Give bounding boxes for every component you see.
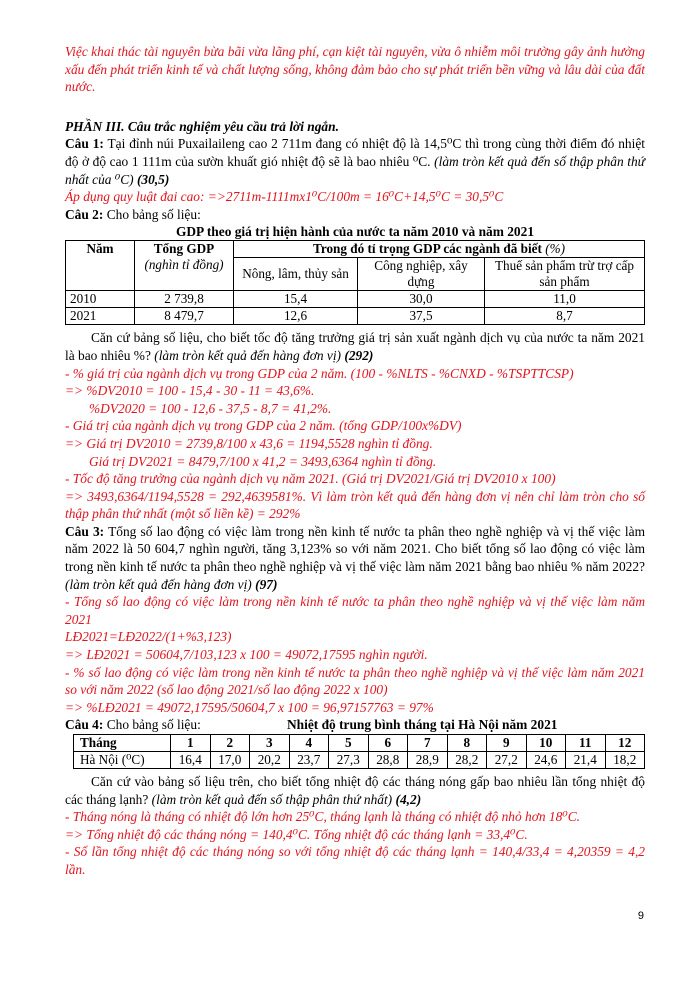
cell-total: 8 479,7 [135, 308, 234, 325]
temperature-table [73, 734, 645, 769]
month-cell: 12 [605, 735, 645, 752]
q2-note: (làm tròn kết quả đến hàng đơn vị) [154, 347, 342, 363]
q1-answer: (30,5) [136, 171, 170, 187]
document-page [65, 43, 645, 879]
row-head-month: Tháng [74, 735, 171, 752]
q3-sol-5: => %LĐ2021 = 49072,17595/50604,7 x 100 = 96,97157763 = 97% [65, 699, 434, 715]
q4-intro: Cho bảng số liệu: [106, 717, 201, 733]
q3-question [65, 523, 645, 593]
th-total [135, 241, 234, 291]
q2-question [65, 329, 645, 364]
th-total-unit: (nghìn tỉ đồng) [144, 257, 224, 273]
q3-sol-1: - Tổng số lao động có việc làm trong nền kinh tế nước ta phân theo nghề nghiệp và vị thế việc làm năm 2021 [65, 594, 645, 627]
month-cell: 4 [289, 735, 329, 752]
q4-sol-1: - Tháng nóng là tháng có nhiệt độ lớn hơn 25⁰C, tháng lạnh là tháng có nhiệt độ nhỏ hơn 18⁰C. [65, 809, 580, 825]
q2-sol-8: => 3493,6364/1194,5528 = 292,4639581%. Vì làm tròn kết quả đến hàng đơn vị nên chỉ làm tròn cho số thập phân thứ nhất (một số liền kề) = 292% [65, 488, 645, 522]
q4-note: (làm tròn kết quả đến số thập phân thứ nhất) [151, 791, 393, 807]
temp-cell: 27,2 [487, 752, 527, 769]
q4-table-title: Nhiệt độ trung bình tháng tại Hà Nội năm 2021 [287, 717, 558, 733]
temp-cell: 20,2 [250, 752, 290, 769]
q2-table-title: GDP theo giá trị hiện hành của nước ta năm 2010 và năm 2021 [175, 224, 535, 240]
temp-cell: 16,4 [171, 752, 211, 769]
q2-sol-3: %DV2020 = 100 - 12,6 - 37,5 - 8,7 = 41,2%. [89, 400, 332, 416]
q1-label: Câu 1: [65, 136, 104, 152]
month-cell: 11 [566, 735, 606, 752]
month-cell: 2 [210, 735, 250, 752]
month-cell: 3 [250, 735, 290, 752]
th-industry: Công nghiệp, xây dựng [358, 258, 485, 291]
month-cell: 9 [487, 735, 527, 752]
q4-sol-2: => Tổng nhiệt độ các tháng nóng = 140,4⁰C. Tổng nhiệt độ các tháng lạnh = 33,4⁰C. [65, 826, 528, 842]
table-row [66, 308, 645, 325]
temp-cell: 28,8 [368, 752, 408, 769]
q2-sol-2: => %DV2010 = 100 - 15,4 - 30 - 11 = 43,6%. [65, 383, 315, 399]
temp-cell: 24,6 [526, 752, 566, 769]
month-cell: 7 [408, 735, 448, 752]
cell-year: 2021 [66, 308, 135, 325]
q3-sol-2: LĐ2021=LĐ2022/(1+%3,123) [65, 629, 232, 645]
th-group-unit: (%) [545, 241, 565, 257]
q3-label: Câu 3: [65, 523, 105, 539]
q2-answer: (292) [344, 347, 374, 363]
th-year: Năm [66, 241, 135, 291]
th-total-label: Tổng GDP [153, 241, 215, 257]
cell-agri: 12,6 [234, 308, 358, 325]
q2-sol-6: Giá trị DV2021 = 8479,7/100 x 41,2 = 3493,6364 nghìn tỉ đồng. [89, 453, 437, 469]
month-cell: 6 [368, 735, 408, 752]
cell-industry: 37,5 [358, 308, 485, 325]
temp-cell: 17,0 [210, 752, 250, 769]
q3-answer: (97) [255, 576, 278, 592]
cell-industry: 30,0 [358, 291, 485, 308]
q1-note: (làm tròn kết quả đến số thập phân thứ nhất của ⁰C) [65, 153, 645, 187]
temp-cell: 21,4 [566, 752, 606, 769]
th-group-label: Trong đó tỉ trọng GDP các ngành đã biết [313, 241, 542, 257]
q3-sol-4: - % số lao động có việc làm trong nền kinh tế nước ta phân theo nghề nghiệp và vị thế việc làm năm 2021 so với năm 2022 (số lao động 2021/số lao động 2022 x 100) [65, 664, 645, 698]
q4-label: Câu 4: [65, 717, 104, 733]
q3-sol-3: => LĐ2021 = 50604,7/103,123 x 100 = 49072,17595 nghìn người. [65, 647, 428, 663]
section-title: PHẦN III. Câu trắc nghiệm yêu cầu trả lời ngắn. [65, 118, 339, 134]
temp-cell: 28,2 [447, 752, 487, 769]
cell-tax: 11,0 [485, 291, 645, 308]
q1-text: Tại đỉnh núi Puxailaileng cao 2 711m đang có nhiệt độ là 14,5⁰C thì trong cùng thời điểm đó nhiệt độ ở độ cao 1 111m của sườn khuất gió nhiệt độ sẽ là bao nhiêu ⁰C. [65, 136, 645, 169]
q2-intro-line [65, 206, 645, 224]
cell-total: 2 739,8 [135, 291, 234, 308]
q3-note: (làm tròn kết quả đến hàng đơn vị) [65, 576, 252, 592]
table-row [74, 735, 645, 752]
gdp-table [65, 240, 645, 325]
th-tax: Thuế sản phẩm trừ trợ cấp sản phẩm [485, 258, 645, 291]
q2-sol-4: - Giá trị của ngành dịch vụ trong GDP của 2 năm. (tổng GDP/100x%DV) [65, 418, 462, 434]
q2-sol-1: - % giá trị của ngành dịch vụ trong GDP của 2 năm. (100 - %NLTS - %CNXD - %TSPTTCSP) [65, 365, 574, 381]
q2-sol-7: - Tốc độ tăng trưởng của ngành dịch vụ năm 2021. (Giá trị DV2021/Giá trị DV2010 x 100) [65, 471, 556, 487]
temp-cell: 18,2 [605, 752, 645, 769]
month-cell: 8 [447, 735, 487, 752]
q2-label: Câu 2: [65, 206, 104, 222]
month-cell: 1 [171, 735, 211, 752]
q3-text: Tổng số lao động có việc làm trong nền kinh tế nước ta phân theo nghề nghiệp và vị thế việc làm năm 2022 là 50 604,7 nghìn người, tăng 3,123% so với năm 2021. Cho biết tổng số lao động có việc làm trong nền kinh tế nước ta phân theo nghề nghiệp và vị thế việc làm năm 2021 bằng bao nhiêu % năm 2022? [65, 523, 645, 575]
q1-question [65, 135, 645, 188]
cell-tax: 8,7 [485, 308, 645, 325]
q1-solution: Áp dụng quy luật đai cao: =>2711m-1111mx1⁰C/100m = 16⁰C+14,5⁰C = 30,5⁰C [65, 189, 504, 205]
intro-paragraph: Việc khai thác tài nguyên bừa bãi vừa lãng phí, cạn kiệt tài nguyên, vừa ô nhiễm môi trường gây ảnh hưởng xấu đến phát triển kinh tế và chất lượng sống, không đảm bảo cho sự phát triển bền vững và lâu dài của đất nước. [65, 44, 645, 95]
cell-agri: 15,4 [234, 291, 358, 308]
q2-intro: Cho bảng số liệu: [106, 206, 201, 222]
row-label-hanoi: Hà Nội (⁰C) [74, 752, 171, 769]
temp-cell: 28,9 [408, 752, 448, 769]
th-group [234, 241, 645, 258]
table-row [66, 291, 645, 308]
q2-question-text: Căn cứ bảng số liệu, cho biết tốc độ tăng trưởng giá trị sản xuất ngành dịch vụ của nước ta năm 2021 là bao nhiêu %? [65, 330, 645, 363]
q4-question [65, 773, 645, 808]
q4-answer: (4,2) [395, 791, 422, 807]
temp-cell: 27,3 [329, 752, 369, 769]
month-cell: 10 [526, 735, 566, 752]
q4-intro-line [65, 716, 645, 734]
cell-year: 2010 [66, 291, 135, 308]
temp-cell: 23,7 [289, 752, 329, 769]
th-agri: Nông, lâm, thủy sản [234, 258, 358, 291]
month-cell: 5 [329, 735, 369, 752]
table-row [74, 752, 645, 769]
q2-sol-5: => Giá trị DV2010 = 2739,8/100 x 43,6 = 1194,5528 nghìn tỉ đồng. [65, 435, 433, 451]
q4-question-text: Căn cứ vào bảng số liệu trên, cho biết tổng nhiệt độ các tháng nóng gấp bao nhiêu lần tổng nhiệt độ các tháng lạnh? [65, 774, 645, 807]
page-number: 9 [637, 910, 644, 922]
q4-sol-3: - Số lần tổng nhiệt độ các tháng nóng so với tổng nhiệt độ các tháng lạnh = 140,4/33,4 = 4,20359 = 4,2 lần. [65, 844, 645, 877]
